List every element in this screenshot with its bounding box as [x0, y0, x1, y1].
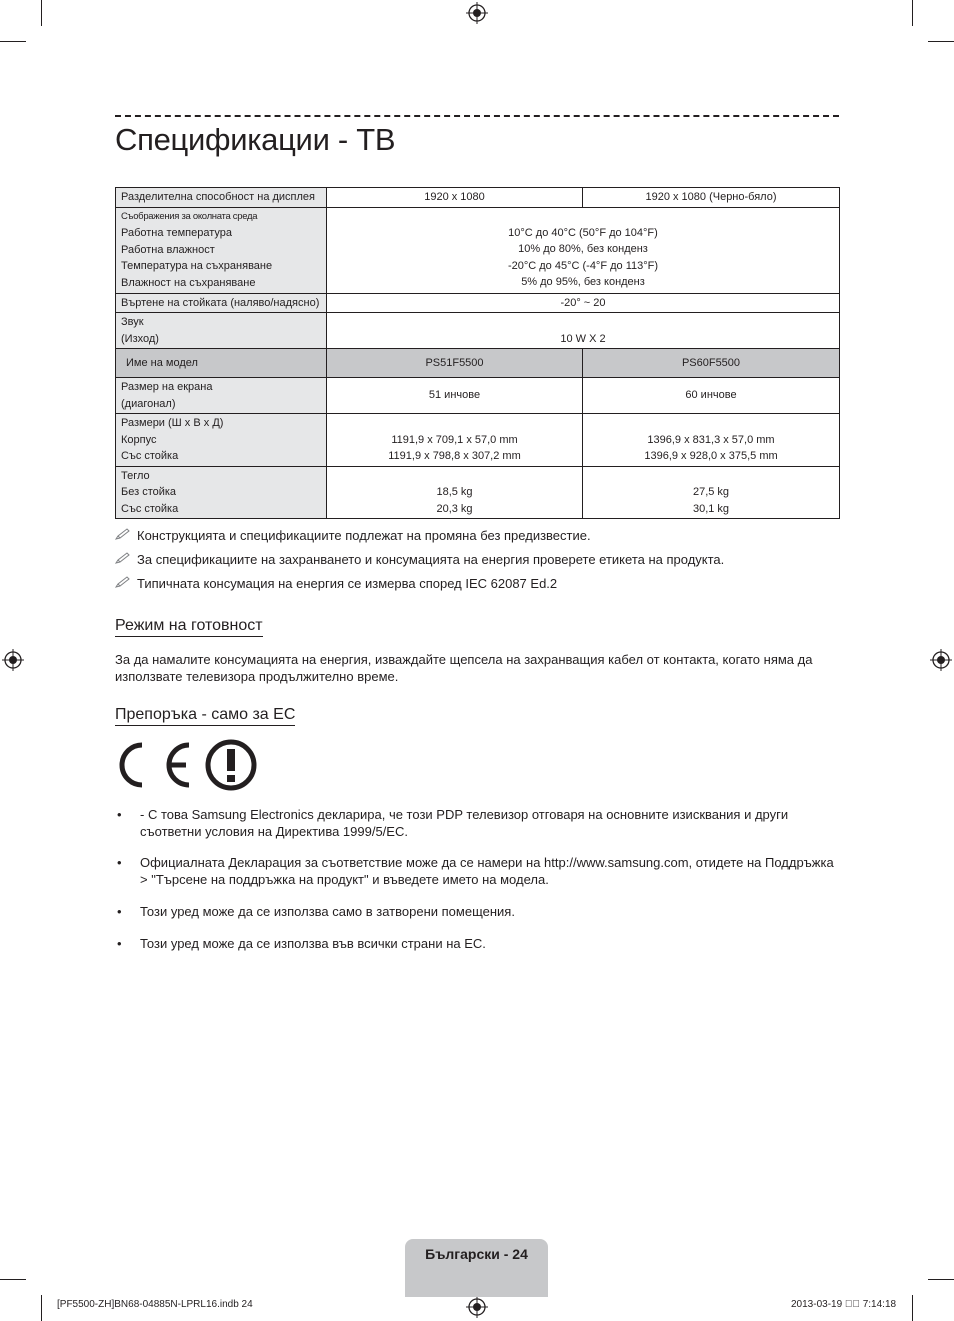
registration-mark-icon	[930, 649, 952, 671]
label-line: Съображения за околната среда	[121, 210, 258, 222]
pencil-icon	[115, 576, 137, 591]
row-label	[116, 313, 327, 349]
bullet-dot: •	[117, 936, 122, 951]
standby-heading: Режим на готовност	[115, 617, 263, 637]
value-line: 27,5 kg	[692, 486, 730, 498]
label-line: Работна температура	[121, 227, 232, 240]
table-row	[116, 349, 840, 378]
list-item-text: Официалната Декларация за съответствие може да се намери на http://www.samsung.com, отидете на Поддръжка > "Търсене на поддръжка на продукт" и въведете името на модела.	[140, 855, 834, 887]
cell-value: 51 инчове	[327, 378, 583, 414]
value-line: 20,3 kg	[436, 502, 473, 515]
label-line: Влажност на съхраняване	[121, 276, 256, 289]
cell-value: 1920 x 1080 (Черно-бяло)	[583, 188, 840, 208]
registration-mark-icon	[466, 2, 488, 24]
crop-mark	[928, 41, 954, 42]
table-row	[116, 293, 840, 313]
row-label: Въртене на стойката (наляво/надясно)	[116, 293, 327, 313]
cell-value: PS60F5500	[583, 349, 840, 378]
table-row	[116, 378, 840, 414]
note-item	[115, 528, 591, 543]
row-label	[116, 466, 327, 519]
crop-mark	[41, 1295, 42, 1321]
cell-value: 10 W X 2	[327, 313, 840, 349]
pencil-icon	[115, 552, 137, 567]
value-line: 5% до 95%, без конденз	[521, 276, 645, 288]
label-line: (диагонал)	[121, 397, 176, 410]
page-title: Спецификации - ТВ	[115, 122, 396, 157]
cell-value: PS51F5500	[327, 349, 583, 378]
pencil-icon	[115, 528, 137, 543]
list-item	[115, 806, 839, 840]
label-line: Корпус	[121, 433, 157, 446]
list-item	[115, 903, 839, 920]
note-text: Конструкцията и спецификациите подлежат на промяна без предизвестие.	[137, 528, 591, 543]
label-line: Със стойка	[121, 450, 179, 462]
spec-table	[115, 187, 840, 519]
crop-mark	[912, 0, 913, 26]
title-rule	[115, 115, 839, 117]
cell-value: -20° ~ 20	[327, 293, 840, 313]
note-item	[115, 552, 724, 567]
value-line: -20°C до 45°C (-4°F до 113°F)	[507, 259, 659, 272]
table-row	[116, 313, 840, 349]
row-label	[116, 207, 327, 293]
cell-value: 60 инчове	[583, 378, 840, 414]
cell-value	[327, 466, 583, 519]
table-row	[116, 466, 840, 519]
label-line: (Изход)	[121, 332, 159, 345]
value-line: 1396,9 x 928,0 x 375,5 mm	[644, 450, 778, 462]
list-item-text: Този уред може да се използва само в затворени помещения.	[140, 904, 515, 919]
note-text: За спецификациите на захранването и консумацията на енергия проверете етикета на продукта.	[137, 552, 725, 567]
value-line: 1396,9 x 831,3 x 57,0 mm	[647, 433, 775, 446]
list-item-text: Този уред може да се използва във всички страни на ЕС.	[140, 936, 486, 951]
ce-mark-icon	[114, 739, 260, 791]
row-label	[116, 378, 327, 414]
label-line: Без стойка	[121, 486, 177, 498]
cell-value	[327, 414, 583, 467]
label-line: Звук	[121, 316, 144, 328]
table-row	[116, 207, 840, 293]
label-line: Размери (Ш x В x Д)	[121, 417, 224, 429]
page-number: Български - 24	[425, 1246, 528, 1262]
label-line: Работна влажност	[121, 243, 215, 256]
value-line: 10% до 80%, без конденз	[518, 243, 648, 255]
eu-heading: Препоръка - само за ЕС	[115, 706, 295, 726]
crop-mark	[928, 1279, 954, 1280]
row-label: Разделителна способност на дисплея	[116, 188, 327, 208]
list-item	[115, 935, 839, 952]
label-line: Тегло	[121, 469, 150, 482]
crop-mark	[0, 41, 26, 42]
registration-mark-icon	[2, 649, 24, 671]
value-line: 30,1 kg	[692, 502, 730, 515]
crop-mark	[41, 0, 42, 26]
registration-mark-icon	[466, 1296, 488, 1318]
row-label: Име на модел	[116, 349, 327, 378]
cell-value	[583, 466, 840, 519]
crop-mark	[912, 1295, 913, 1321]
table-row	[116, 188, 840, 208]
list-item	[115, 854, 839, 888]
footer-timestamp: 2013-03-19 ￿￿ 7:14:18	[791, 1299, 897, 1310]
bullet-dot: •	[117, 855, 122, 870]
row-label	[116, 414, 327, 467]
label-line: Със стойка	[121, 502, 179, 515]
bullet-dot: •	[117, 807, 122, 822]
label-line: Размер на екрана	[121, 381, 213, 393]
note-item	[115, 576, 557, 591]
label-line: Температура на съхраняване	[121, 260, 273, 273]
value-line: 18,5 kg	[436, 486, 473, 498]
crop-mark	[0, 1279, 26, 1280]
bullet-dot: •	[117, 904, 122, 919]
value-line: 10°C до 40°C (50°F до 104°F)	[508, 226, 658, 239]
standby-text: За да намалите консумацията на енергия, изваждайте щепсела на захранващия кабел от контакта, когато няма да използвате телевизора продължително време.	[115, 652, 813, 684]
value-line: 1191,9 x 709,1 x 57,0 mm	[391, 433, 518, 446]
cell-value: 1920 x 1080	[327, 188, 583, 208]
note-text: Типичната консумация на енергия се измерва според IEC 62087 Ed.2	[137, 576, 558, 591]
value-line: 1191,9 x 798,8 x 307,2 mm	[388, 450, 521, 462]
cell-value	[327, 207, 840, 293]
footer-file: [PF5500-ZH]BN68-04885N-LPRL16.indb 24	[57, 1299, 253, 1310]
list-item-text: - С това Samsung Electronics декларира, че този PDP телевизор отговаря на основните изисквания и други съответни условия на Директива 1999/5/ЕС.	[140, 807, 789, 839]
cell-value	[583, 414, 840, 467]
table-row	[116, 414, 840, 467]
